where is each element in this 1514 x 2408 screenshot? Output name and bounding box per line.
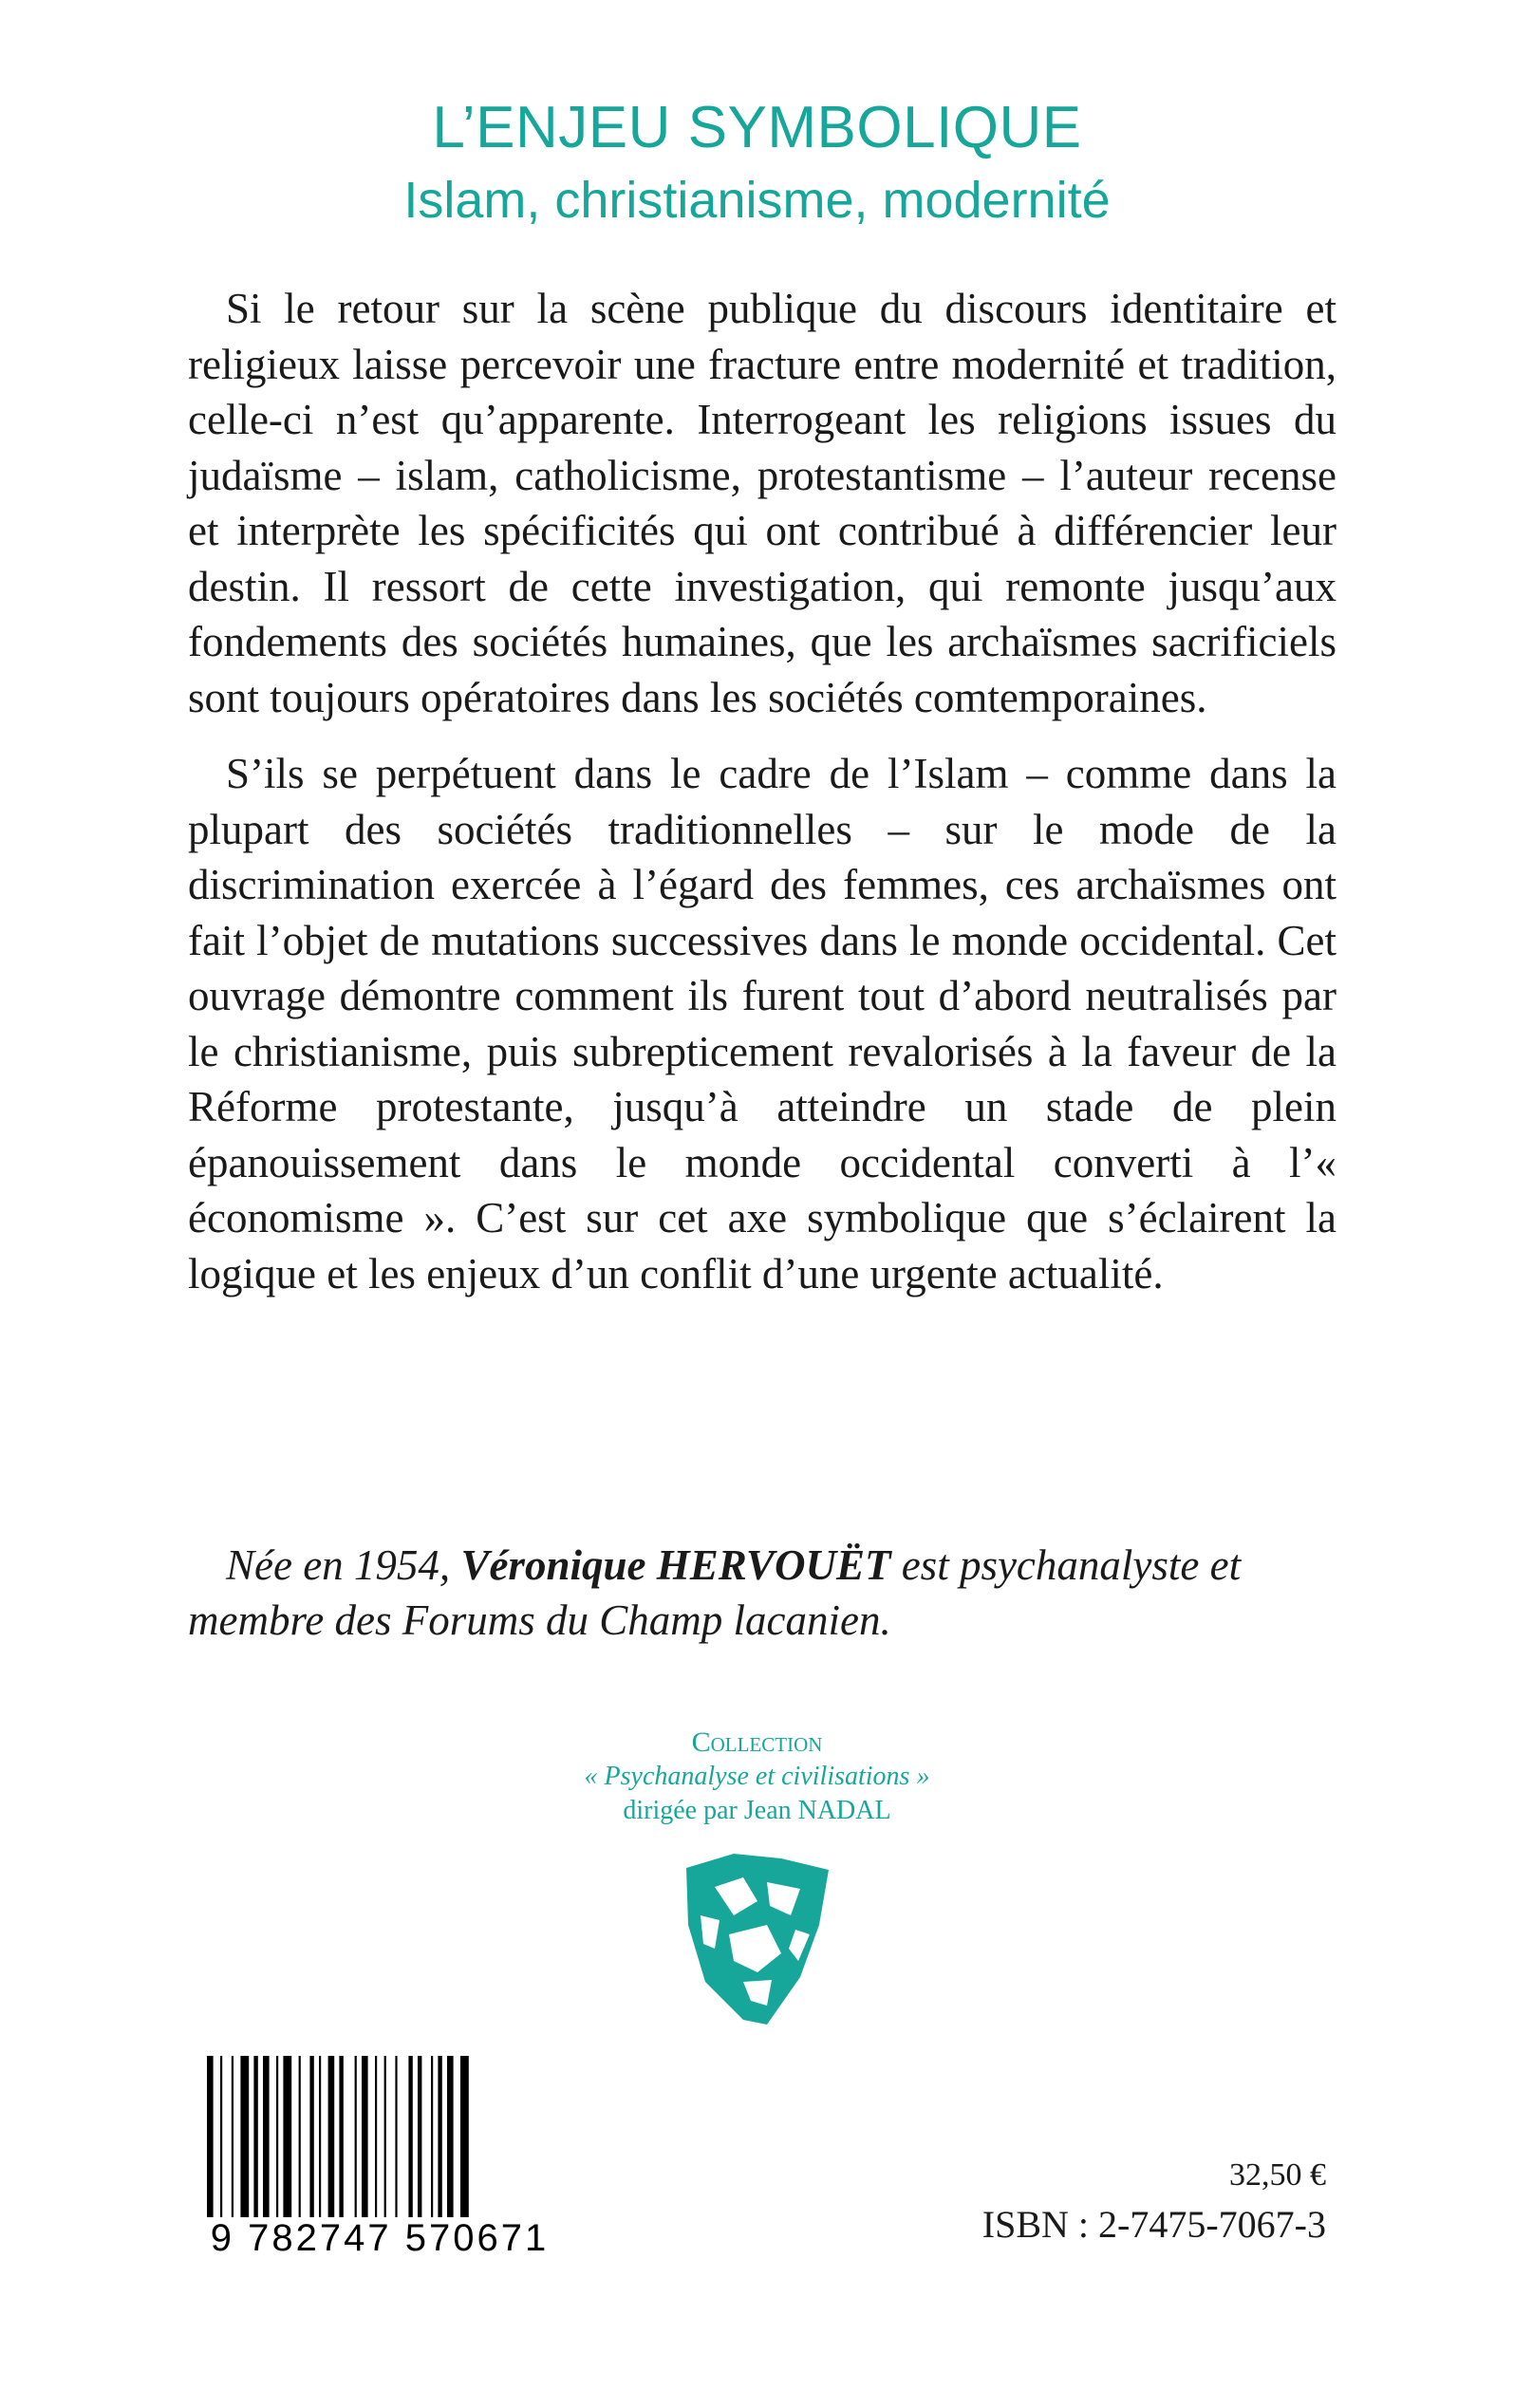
author-bio-prefix: Née en 1954, [226, 1541, 461, 1589]
book-subtitle: Islam, christianisme, modernité [403, 172, 1111, 229]
barcode-bar [447, 2056, 454, 2217]
barcode-bar [299, 2056, 301, 2217]
blurb-paragraph-2: S’ils se perpétuent dans le cadre de l’Islam – comme dans la plupart des sociétés traditionnelles – sur le mode de la discrimination exercée à l’égard des femmes, ces archaïsmes ont fait l’objet de mutations successives dans le monde occidental. Cet ouvrage démontre comment ils furent tout d’abord neutralisés par le christianisme, puis subrepticement revalorisés à la faveur de la Réforme protestante, jusqu’à atteindre un stade de plein épanouissement dans le monde occidental converti à l’« économisme ». C’est sur cet axe symbolique que s’éclairent la logique et les enjeux d’un conflit d’une urgente actualité. [188, 750, 1336, 1297]
collection-info [0, 1726, 1514, 1828]
book-title: L’ENJEU SYMBOLIQUE [432, 95, 1082, 160]
barcode-bar [362, 2056, 368, 2217]
barcode-digits: 9 782747 570671 [210, 2217, 550, 2259]
author-bio [188, 1538, 1346, 1648]
barcode-bar [431, 2056, 433, 2217]
barcode-bars [199, 2056, 560, 2217]
barcode-bar [309, 2056, 313, 2217]
barcode-bar [328, 2056, 335, 2217]
barcode [199, 2056, 560, 2265]
collection-series: « Psychanalyse et civilisations » [584, 1762, 930, 1791]
barcode-bar [253, 2056, 257, 2217]
barcode-bar [263, 2056, 270, 2217]
barcode-bar [418, 2056, 421, 2217]
barcode-bar [339, 2056, 343, 2217]
barcode-bar [232, 2056, 234, 2217]
barcode-bar [408, 2056, 412, 2217]
author-name: Véronique HERVOUËT [460, 1541, 891, 1589]
barcode-bar [319, 2056, 321, 2217]
barcode-bar [395, 2056, 397, 2217]
barcode-bar [207, 2056, 214, 2217]
blurb [188, 281, 1336, 1322]
isbn: ISBN : 2-7475-7067-3 [981, 2203, 1326, 2246]
barcode-bar [438, 2056, 441, 2217]
barcode-bar [384, 2056, 386, 2217]
publisher-emblem-icon [677, 1849, 836, 2029]
barcode-bar [355, 2056, 357, 2217]
barcode-bar [375, 2056, 377, 2217]
barcode-bar [276, 2056, 278, 2217]
barcode-bar [283, 2056, 291, 2217]
blurb-paragraph-1: Si le retour sur la scène publique du discours identitaire et religieux laisse percevoir une fracture entre modernité et tradition, celle-ci n’est qu’apparente. Interrogeant les religions issues du judaïsme – islam, catholicisme, protestantisme – l’auteur recense et interprète les spécificités qui ont contribué à différencier leur destin. Il ressort de cette investigation, qui remonte jusqu’aux fondements des sociétés humaines, que les archaïsmes sacrificiels sont toujours opératoires dans les sociétés comtemporaines. [188, 285, 1336, 721]
barcode-bar [460, 2056, 469, 2217]
price: 32,50 € [1229, 2157, 1326, 2193]
barcode-bar [240, 2056, 249, 2217]
collection-editor: dirigée par Jean NADAL [623, 1796, 891, 1825]
collection-label: Collection [691, 1727, 823, 1758]
author-bio-suffix: est psychanalyste et membre des Forums du Champ lacanien. [188, 1541, 1242, 1644]
barcode-bar [220, 2056, 222, 2217]
